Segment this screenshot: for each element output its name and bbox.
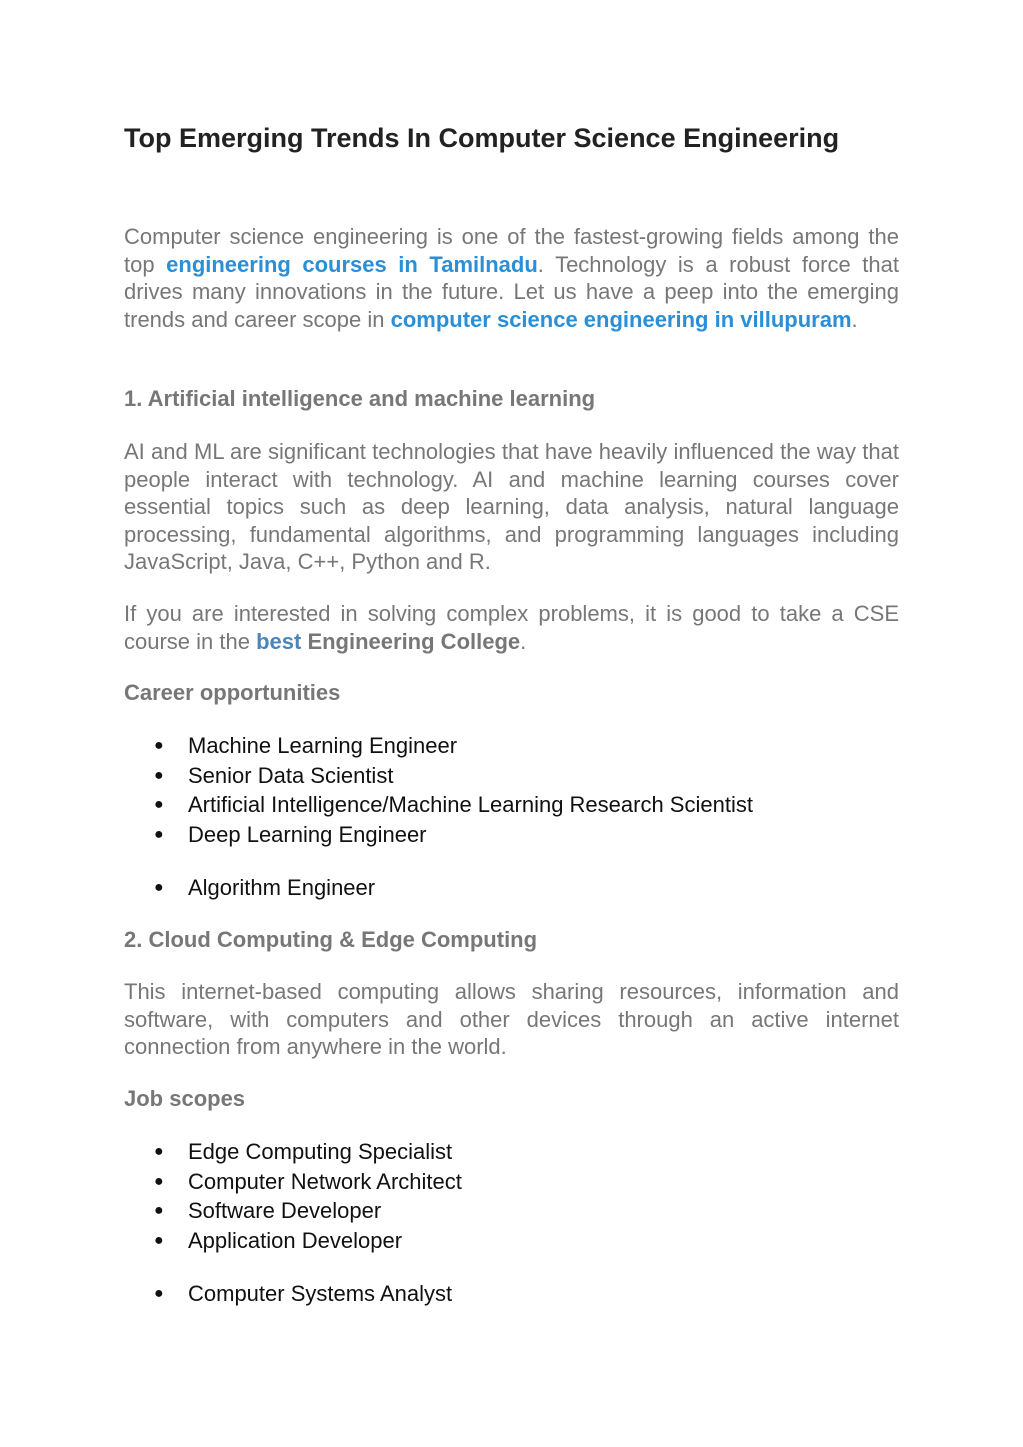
section2-paragraph: This internet-based computing allows sharing resources, information and software, with computers and other devices through an active internet connection from anywhere in the world. xyxy=(124,979,899,1059)
engineering-courses-link[interactable]: engineering courses in Tamilnadu xyxy=(166,251,538,277)
list-item xyxy=(154,1167,462,1197)
cse-villupuram-link[interactable]: computer science engineering in villupuram xyxy=(390,306,852,332)
section1-paragraph: AI and ML are significant technologies that have heavily influenced the way that people interact with technology. AI and machine learning courses cover essential topics such as deep learning, data analysis, natural language processing, fundamental algorithms, and programming languages including JavaScript, Java, C++, Python and R. xyxy=(124,439,899,574)
job-scopes-heading: Job scopes xyxy=(124,1086,246,1111)
best-link[interactable]: best xyxy=(256,628,302,654)
list-item-label: Machine Learning Engineer xyxy=(188,733,458,758)
bullet-icon: ● xyxy=(154,1231,164,1249)
list-item xyxy=(154,820,753,850)
list-item xyxy=(154,1196,462,1226)
section1-para2-text: If you are interested in solving complex problems, it is good to take a CSE course in the xyxy=(124,601,899,654)
engineering-college-text: Engineering College xyxy=(301,628,521,654)
bullet-icon: ● xyxy=(154,737,164,754)
section2-heading: 2. Cloud Computing & Edge Computing xyxy=(124,927,538,952)
section1-para2-end: . xyxy=(520,628,527,654)
bullet-icon: ● xyxy=(154,1202,164,1219)
intro-text-2: . Technology is a robust force that drives many innovations in the future. Let us have a peep into the emerging trends and career scope in xyxy=(124,251,899,332)
career-opportunities-extra-list xyxy=(154,873,375,903)
intro-paragraph xyxy=(124,223,899,333)
list-item xyxy=(154,761,753,791)
list-item-label: Deep Learning Engineer xyxy=(188,821,427,847)
section1-paragraph-2 xyxy=(124,600,899,655)
list-item-label: Software Developer xyxy=(188,1198,382,1223)
page-title: Top Emerging Trends In Computer Science Engineering xyxy=(124,123,840,153)
bullet-icon: ● xyxy=(154,1172,164,1190)
list-item xyxy=(154,873,375,903)
list-item xyxy=(154,1137,462,1167)
list-item-label: Computer Network Architect xyxy=(188,1168,462,1194)
job-scopes-extra-list xyxy=(154,1279,452,1309)
job-scopes-list xyxy=(154,1137,462,1255)
list-item-label: Senior Data Scientist xyxy=(188,762,394,788)
bullet-icon: ● xyxy=(154,796,164,813)
bullet-icon: ● xyxy=(154,766,164,784)
intro-text-1: Computer science engineering is one of the fastest-growing fields among the top xyxy=(124,224,899,277)
section1-heading: 1. Artificial intelligence and machine learning xyxy=(124,386,596,411)
list-item-label: Artificial Intelligence/Machine Learning Research Scientist xyxy=(188,792,753,817)
list-item-label: Computer Systems Analyst xyxy=(188,1281,453,1306)
list-item xyxy=(154,790,753,820)
career-opportunities-heading: Career opportunities xyxy=(124,680,341,705)
bullet-icon: ● xyxy=(154,825,164,843)
bullet-icon: ● xyxy=(154,1143,164,1160)
list-item xyxy=(154,731,753,761)
list-item-label: Edge Computing Specialist xyxy=(188,1139,453,1164)
career-opportunities-list xyxy=(154,731,753,849)
list-item xyxy=(154,1226,462,1256)
list-item xyxy=(154,1279,452,1309)
bullet-icon: ● xyxy=(154,1285,164,1302)
list-item-label: Algorithm Engineer xyxy=(188,875,376,900)
intro-text-3: . xyxy=(851,306,858,332)
list-item-label: Application Developer xyxy=(188,1227,403,1253)
bullet-icon: ● xyxy=(154,879,164,896)
